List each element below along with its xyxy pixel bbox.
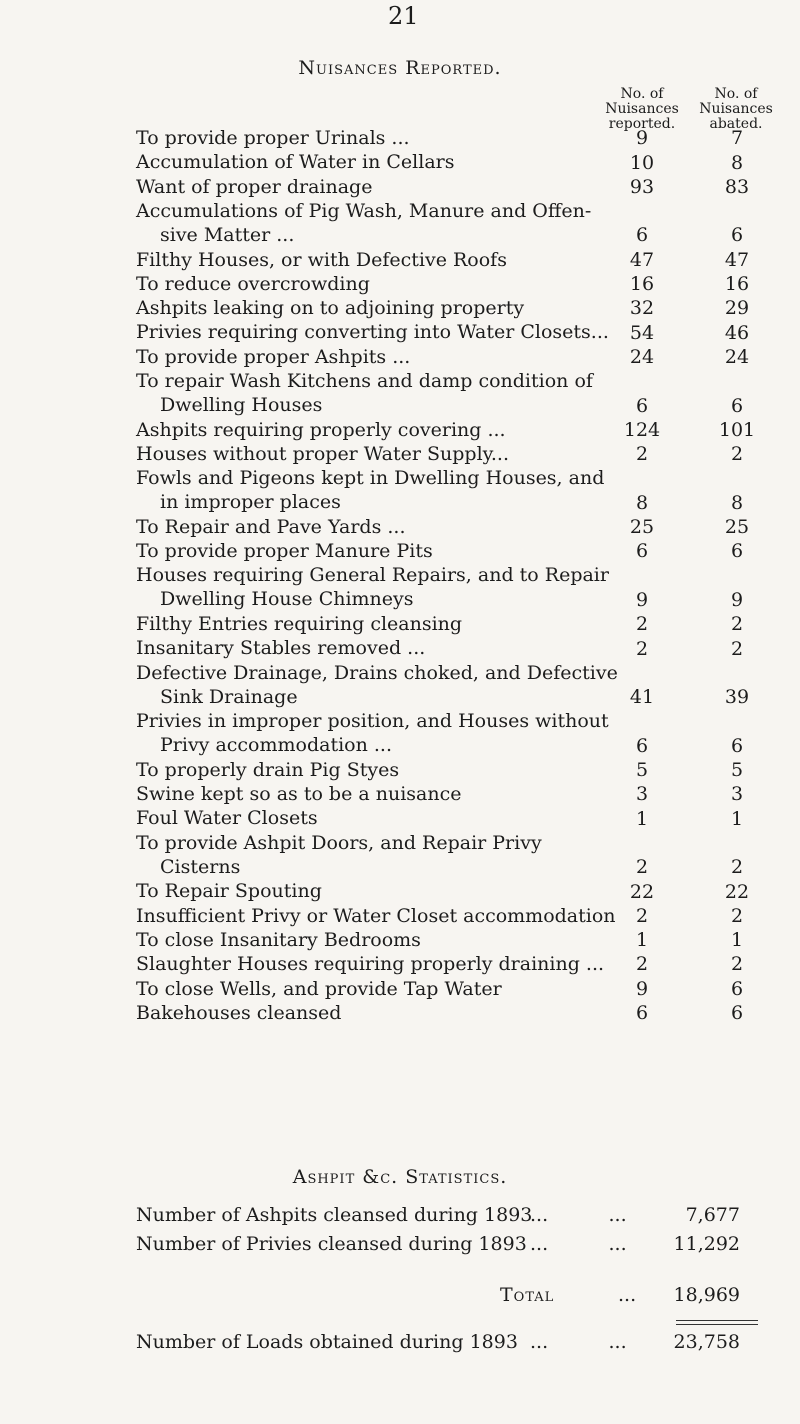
table-row [0, 345, 800, 369]
nuisance-label-line: To provide Ashpit Doors, and Repair Privy [136, 831, 542, 854]
reported-count: 124 [623, 418, 661, 441]
table-row [0, 150, 800, 174]
reported-count: 16 [629, 273, 655, 296]
double-rule-bottom [676, 1324, 758, 1325]
loads-obtained-value: 23,758 [673, 1331, 740, 1353]
table-row [0, 442, 800, 466]
abated-count: 24 [724, 345, 750, 368]
total-label: Total [500, 1284, 555, 1306]
nuisance-label-continuation: Dwelling House Chimneys [160, 588, 414, 611]
reported-count: 54 [629, 321, 655, 344]
abated-count: 6 [730, 540, 744, 563]
reported-count: 2 [635, 637, 649, 660]
table-row [0, 466, 800, 515]
nuisance-label-continuation: Privy accommodation ... [160, 734, 393, 757]
reported-count: 6 [635, 224, 649, 247]
nuisance-label-line: Accumulations of Pig Wash, Manure and Offen- [136, 199, 592, 222]
table-row [0, 879, 800, 903]
abated-count: 2 [730, 856, 744, 879]
table-row [0, 175, 800, 199]
nuisance-label-line: Want of proper drainage [136, 175, 373, 198]
abated-count: 2 [730, 637, 744, 660]
reported-count: 2 [635, 443, 649, 466]
table-row [0, 563, 800, 612]
nuisance-label-line: Filthy Houses, or with Defective Roofs [136, 248, 507, 271]
table-row [0, 952, 800, 976]
double-rule-top [676, 1320, 758, 1321]
page-title: Nuisances Reported. [298, 57, 502, 79]
leader-dots: ... ... [530, 1233, 627, 1255]
nuisance-label-line: Swine kept so as to be a nuisance [136, 783, 462, 806]
privies-cleansed-value: 11,292 [673, 1233, 740, 1255]
reported-count: 1 [635, 929, 649, 952]
abated-count: 2 [730, 953, 744, 976]
nuisance-label-line: Foul Water Closets [136, 807, 318, 830]
table-row [0, 831, 800, 880]
page-number: 21 [388, 2, 419, 30]
reported-count: 25 [629, 516, 655, 539]
reported-count: 47 [629, 248, 655, 271]
table-row [0, 928, 800, 952]
abated-count: 2 [730, 613, 744, 636]
table-row [0, 782, 800, 806]
privies-cleansed-label: Number of Privies cleansed during 1893 [136, 1233, 527, 1255]
abated-count: 46 [724, 321, 750, 344]
reported-count: 3 [635, 783, 649, 806]
loads-obtained-label: Number of Loads obtained during 1893 [136, 1331, 518, 1353]
reported-count: 8 [635, 491, 649, 514]
table-row [0, 977, 800, 1001]
table-row [0, 758, 800, 782]
nuisance-label-continuation: Sink Drainage [160, 685, 298, 708]
reported-count: 24 [629, 345, 655, 368]
nuisance-label-continuation: Cisterns [160, 855, 241, 878]
reported-count: 2 [635, 613, 649, 636]
nuisance-label-continuation: sive Matter ... [160, 223, 295, 246]
abated-count: 9 [730, 588, 744, 611]
abated-count: 6 [730, 1002, 744, 1025]
leader-dots: ... ... [530, 1331, 627, 1353]
reported-count: 22 [629, 880, 655, 903]
table-row [0, 661, 800, 710]
table-row [0, 418, 800, 442]
nuisance-label-line: Defective Drainage, Drains choked, and Defective [136, 661, 618, 684]
abated-count: 3 [730, 783, 744, 806]
table-row [0, 1001, 800, 1025]
reported-count: 6 [635, 394, 649, 417]
reported-count: 2 [635, 904, 649, 927]
nuisance-label-line: To repair Wash Kitchens and damp condition of [136, 370, 593, 392]
column-header-reported: No. of Nuisances reported. [605, 86, 679, 132]
nuisance-label-line: Accumulation of Water in Cellars [136, 151, 455, 174]
nuisance-label-line: To provide proper Ashpits ... [136, 345, 411, 368]
reported-count: 1 [635, 807, 649, 830]
abated-count: 1 [730, 807, 744, 830]
table-row [0, 539, 800, 563]
table-row [0, 515, 800, 539]
nuisance-label-line: To reduce overcrowding [136, 272, 370, 295]
table-row [0, 806, 800, 830]
nuisance-label-line: To close Wells, and provide Tap Water [136, 977, 502, 1000]
nuisance-label-line: Bakehouses cleansed [136, 1001, 342, 1024]
nuisance-label-line: Insanitary Stables removed ... [136, 637, 426, 660]
nuisance-label-line: Filthy Entries requiring cleansing [136, 613, 463, 635]
table-row [0, 199, 800, 248]
table-row [0, 709, 800, 758]
abated-count: 6 [730, 734, 744, 757]
nuisance-label-line: Ashpits leaking on to adjoining property [136, 297, 525, 320]
table-row [0, 369, 800, 418]
nuisance-label-line: To provide proper Manure Pits [136, 540, 433, 563]
table-row [0, 126, 800, 150]
reported-count: 6 [635, 734, 649, 757]
reported-count: 9 [635, 127, 649, 150]
ashpits-cleansed-value: 7,677 [685, 1204, 740, 1226]
reported-count: 5 [635, 759, 649, 782]
nuisance-label-continuation: in improper places [160, 491, 341, 514]
reported-count: 32 [629, 297, 655, 320]
nuisance-label-line: Slaughter Houses requiring properly draining ... [136, 953, 605, 976]
nuisance-label-line: To Repair and Pave Yards ... [136, 515, 406, 538]
nuisance-label-line: Insufficient Privy or Water Closet accommodation [136, 904, 616, 927]
nuisance-label-line: To provide proper Urinals ... [136, 127, 410, 149]
table-row [0, 904, 800, 928]
abated-count: 22 [724, 880, 750, 903]
abated-count: 5 [730, 759, 744, 782]
ashpits-cleansed-label: Number of Ashpits cleansed during 1893 [136, 1204, 533, 1226]
table-row [0, 636, 800, 660]
abated-count: 2 [730, 904, 744, 927]
nuisance-label-line: To Repair Spouting [136, 880, 322, 903]
abated-count: 16 [724, 273, 750, 296]
abated-count: 7 [730, 127, 744, 150]
table-row [0, 272, 800, 296]
abated-count: 6 [730, 224, 744, 247]
reported-count: 93 [629, 175, 655, 198]
nuisance-label-line: Privies requiring converting into Water Closets... [136, 321, 609, 344]
reported-count: 9 [635, 977, 649, 1000]
column-header-abated: No. of Nuisances abated. [699, 86, 773, 132]
reported-count: 9 [635, 588, 649, 611]
abated-count: 83 [724, 175, 750, 198]
abated-count: 6 [730, 394, 744, 417]
table-row [0, 320, 800, 344]
abated-count: 2 [730, 443, 744, 466]
reported-count: 6 [635, 540, 649, 563]
total-value: 18,969 [673, 1284, 740, 1306]
reported-count: 6 [635, 1002, 649, 1025]
abated-count: 29 [724, 297, 750, 320]
nuisance-label-line: Houses requiring General Repairs, and to Repair [136, 564, 609, 587]
nuisance-label-line: Houses without proper Water Supply... [136, 442, 509, 465]
abated-count: 101 [718, 418, 756, 441]
leader-dots: ... [618, 1284, 637, 1306]
abated-count: 47 [724, 248, 750, 271]
abated-count: 8 [730, 491, 744, 514]
ashpit-stats-title: Ashpit &c. Statistics. [292, 1166, 508, 1188]
abated-count: 39 [724, 686, 750, 709]
nuisance-label-line: To properly drain Pig Styes [136, 758, 400, 781]
table-row [0, 612, 800, 636]
reported-count: 41 [629, 686, 655, 709]
nuisance-label-line: Privies in improper position, and Houses without [136, 710, 609, 733]
reported-count: 2 [635, 856, 649, 879]
nuisance-label-continuation: Dwelling Houses [160, 394, 323, 416]
reported-count: 10 [629, 151, 655, 174]
abated-count: 1 [730, 929, 744, 952]
table-row [0, 296, 800, 320]
abated-count: 6 [730, 977, 744, 1000]
abated-count: 8 [730, 151, 744, 174]
nuisance-label-line: Fowls and Pigeons kept in Dwelling Houses, and [136, 467, 605, 490]
table-row [0, 248, 800, 272]
reported-count: 2 [635, 953, 649, 976]
leader-dots: ... ... [530, 1204, 627, 1226]
nuisance-label-line: Ashpits requiring properly covering ... [136, 418, 506, 441]
nuisance-label-line: To close Insanitary Bedrooms [136, 928, 421, 951]
abated-count: 25 [724, 516, 750, 539]
